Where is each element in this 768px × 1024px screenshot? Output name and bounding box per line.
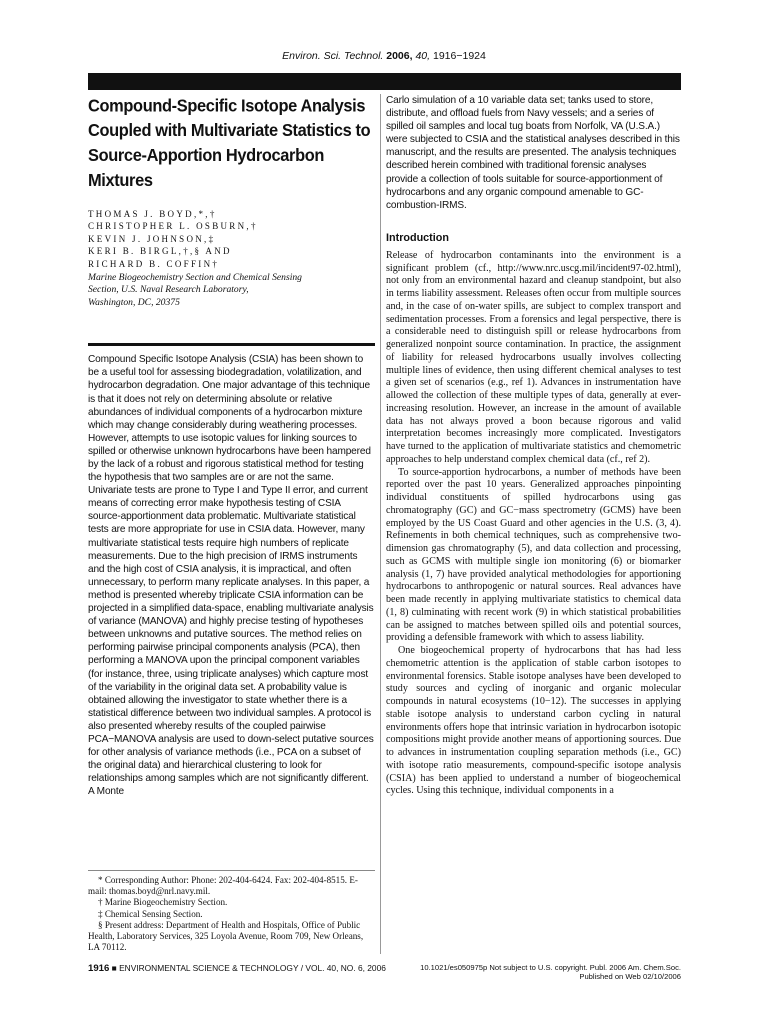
abstract-divider [88, 343, 375, 346]
footnote-corresponding-author: * Corresponding Author: Phone: 202-404-6424. Fax: 202-404-8515. E-mail: thomas.boyd@nrl.navy.mil. [88, 875, 358, 897]
footnote-chemical: ‡ Chemical Sensing Section. [98, 908, 203, 919]
author-name: CHRISTOPHER L. OSBURN,† [88, 221, 258, 232]
abstract-text: Compound Specific Isotope Analysis (CSIA) has been shown to be a useful tool for assessing biodegradation, volatilization, and hydrocarbon degradation. One major advantage of this technique is that it does not rely on determining absolute or relative abundances of individual components of a hydrocarbon mixture which may change considerably during weathering processes. However, attempts to use isotopic values for linking sources to spilled or otherwise unknown hydrocarbons have been hampered by the lack of a robust and rigorous statistical method for testing the hypothesis that two samples are or are not the same. Univariate tests are prone to Type I and Type II error, and current means of correcting error make hypothesis testing of CSIA source-apportionment data problematic. Multivariate statistical tests are more appropriate for use in CSIA data. However, many multivariate statistical tests require high numbers of replicate measurements. Due to the high precision of IRMS instruments and the high cost of CSIA analysis, it is impractical, and often unnecessary, to perform many replicate analyses. In this paper, a method is presented whereby triplicate CSIA information can be projected in a simplified data-space, enabling multivariate analysis of variance (MANOVA) and highly precise testing of hypotheses between unknowns and putative sources. The method relies on performing pairwise principal components analysis (PCA), then performing a MANOVA upon the principal component variables (for instance, three, using triplicate analyses) which capture most of the variability in the original data set. A probability value is obtained allowing the investigator to state whether there is a statistical difference between two individual samples. A protocol is also presented whereby results of the coupled pairwise PCA−MANOVA analysis are used to down-select putative sources for other analysis of variance methods (i.e., PCA on a subset of the original data) and hierarchical clustering to look for relationships among samples which are not significantly different. A Monte [88, 354, 374, 798]
affiliation-line: Washington, DC, 20375 [88, 296, 180, 308]
header-black-bar [88, 73, 681, 90]
footer-journal-line: ENVIRONMENTAL SCIENCE & TECHNOLOGY / VOL. 40, NO. 6, 2006 [119, 963, 386, 973]
author-name: THOMAS J. BOYD,*,† [88, 209, 217, 219]
journal-pages: 1916−1924 [432, 50, 486, 62]
page-number: 1916 [88, 963, 110, 974]
affiliation-line: Section, U.S. Naval Research Laboratory, [88, 284, 249, 296]
page-footer-left: 1916 ■ ENVIRONMENTAL SCIENCE & TECHNOLOGY / VOL. 40, NO. 6, 2006 [88, 963, 386, 974]
author-name: RICHARD B. COFFIN† [88, 258, 220, 269]
paragraph: To source-apportion hydrocarbons, a number of methods have been reported over the past 10 years. Generalized approaches pinpointing individual constituents of spilled hydrocarbons using gas chromatography (GC) and GC−mass spectrometry (GCMS) have been employed by the US Coast Guard and other agencies in the U.S. (3, 4). Refinements in both chemical techniques, such as comprehensive two-dimension gas chromatography (5), and data collection and processing, such as GCMS with multiple single ion monitoring (6) or biomarker analysis (1, 7) have provided analytical methodologies for apportioning hydrocarbons to anthropogenic or natural sources. Real advances have been made recently in applying multivariate statistics to chemical data (1, 8) culminating with recent work (9) in which statistical probabilities can be assigned to matches between spilled oils and potential sources, providing a defensible framework with which to assess liability. [386, 466, 681, 644]
author-name: KERI B. BIRGL,†,§ AND [88, 246, 232, 257]
author-name: KEVIN J. JOHNSON,‡ [88, 233, 216, 244]
article-title: Compound-Specific Isotope Analysis Coupled with Multivariate Statistics to Source-Apportion Hydrocarbon Mixtures [88, 96, 371, 191]
footer-published-date: Published on Web 02/10/2006 [579, 972, 681, 982]
journal-volume: 40, [415, 50, 431, 62]
page-footer-right [386, 963, 681, 982]
footer-doi: 10.1021/es050975p Not subject to U.S. copyright. Publ. 2006 Am. Chem.Soc. [420, 963, 681, 972]
left-column [88, 94, 375, 798]
footnote-marine: † Marine Biogeochemistry Section. [98, 897, 228, 908]
footnotes [88, 870, 375, 953]
affiliation [88, 272, 375, 309]
introduction-body [386, 250, 681, 798]
paragraph: One biogeochemical property of hydrocarbons that has had less chemometric attention is the application of stable carbon isotopes to environmental forensics. Stable isotope analyses have been developed to study sources and cycling of inorganic and organic molecular compounds in natural ecosystems (10−12). The successes in applying stable isotope analysis to understand carbon cycling in natural environments offers hope that intrinsic variation in hydrocarbon isotopic compositions might provide another means of apportioning sources. Due to advances in instrumentation coupling separation methods (i.e., GC) with isotope ratio measurements, compound-specific isotope analysis (CSIA) has been applied to understand a number of biogeochemical cycles. Using this technique, individual components in a [386, 645, 681, 797]
right-column [386, 94, 681, 798]
introduction-heading: Introduction [386, 231, 449, 244]
footnote-present-address: § Present address: Department of Health and Hospitals, Office of Public Health, Laboratory Services, 325 Loyola Avenue, Room 709, New Orleans, LA 70112. [88, 919, 364, 953]
column-divider [380, 94, 381, 954]
author-list [88, 208, 375, 270]
journal-year: 2006, [386, 50, 413, 62]
affiliation-line: Marine Biogeochemistry Section and Chemical Sensing [88, 272, 302, 284]
journal-name: Environ. Sci. Technol. [282, 50, 384, 62]
abstract-continued: Carlo simulation of a 10 variable data set; tanks used to store, distribute, and offload fuels from Navy vessels; and a series of spilled oil samples and local tug boats from Norfolk, VA (U.S.A.) were subjected to CSIA and the statistical analyses described in this manuscript, and the results are presented. The analysis techniques described herein combined with traditional forensic analyses provide a collection of tools suitable for source-apportionment of hydrocarbons and any organic compound amenable to GC-combustion-IRMS. [386, 95, 680, 211]
paragraph: Release of hydrocarbon contaminants into the environment is a significant problem (cf., http://www.nrc.uscg.mil/incident97-02.html), not only from an environmental hazard and cleanup standpoint, but also in terms liability assessment. Releases often occur from multiple sources and, in the case of on-water spills, are subject to complex transport and sedimentation processes. From a forensics and legal perspective, there is a considerable need to distinguish spill or release hydrocarbons from generalized nonpoint source contamination. In practice, the assignment of liability for released hydrocarbons usually involves collecting multiple lines of evidence, then using different chemical analyses to test a given set of scenarios (e.g., ref 1). Advances in instrumentation have allowed the collection of these multiple types of data, generally at ever-increasing resolution. However, an increase in the amount of available data has not always proved a boon because rigorous and valid interpretation becomes increasingly more complicated. Investigators have turned to the application of multivariate statistics and chemometric approaches to help understand complex chemical data (cf., ref 2). [386, 249, 681, 465]
journal-citation-header [0, 50, 768, 62]
